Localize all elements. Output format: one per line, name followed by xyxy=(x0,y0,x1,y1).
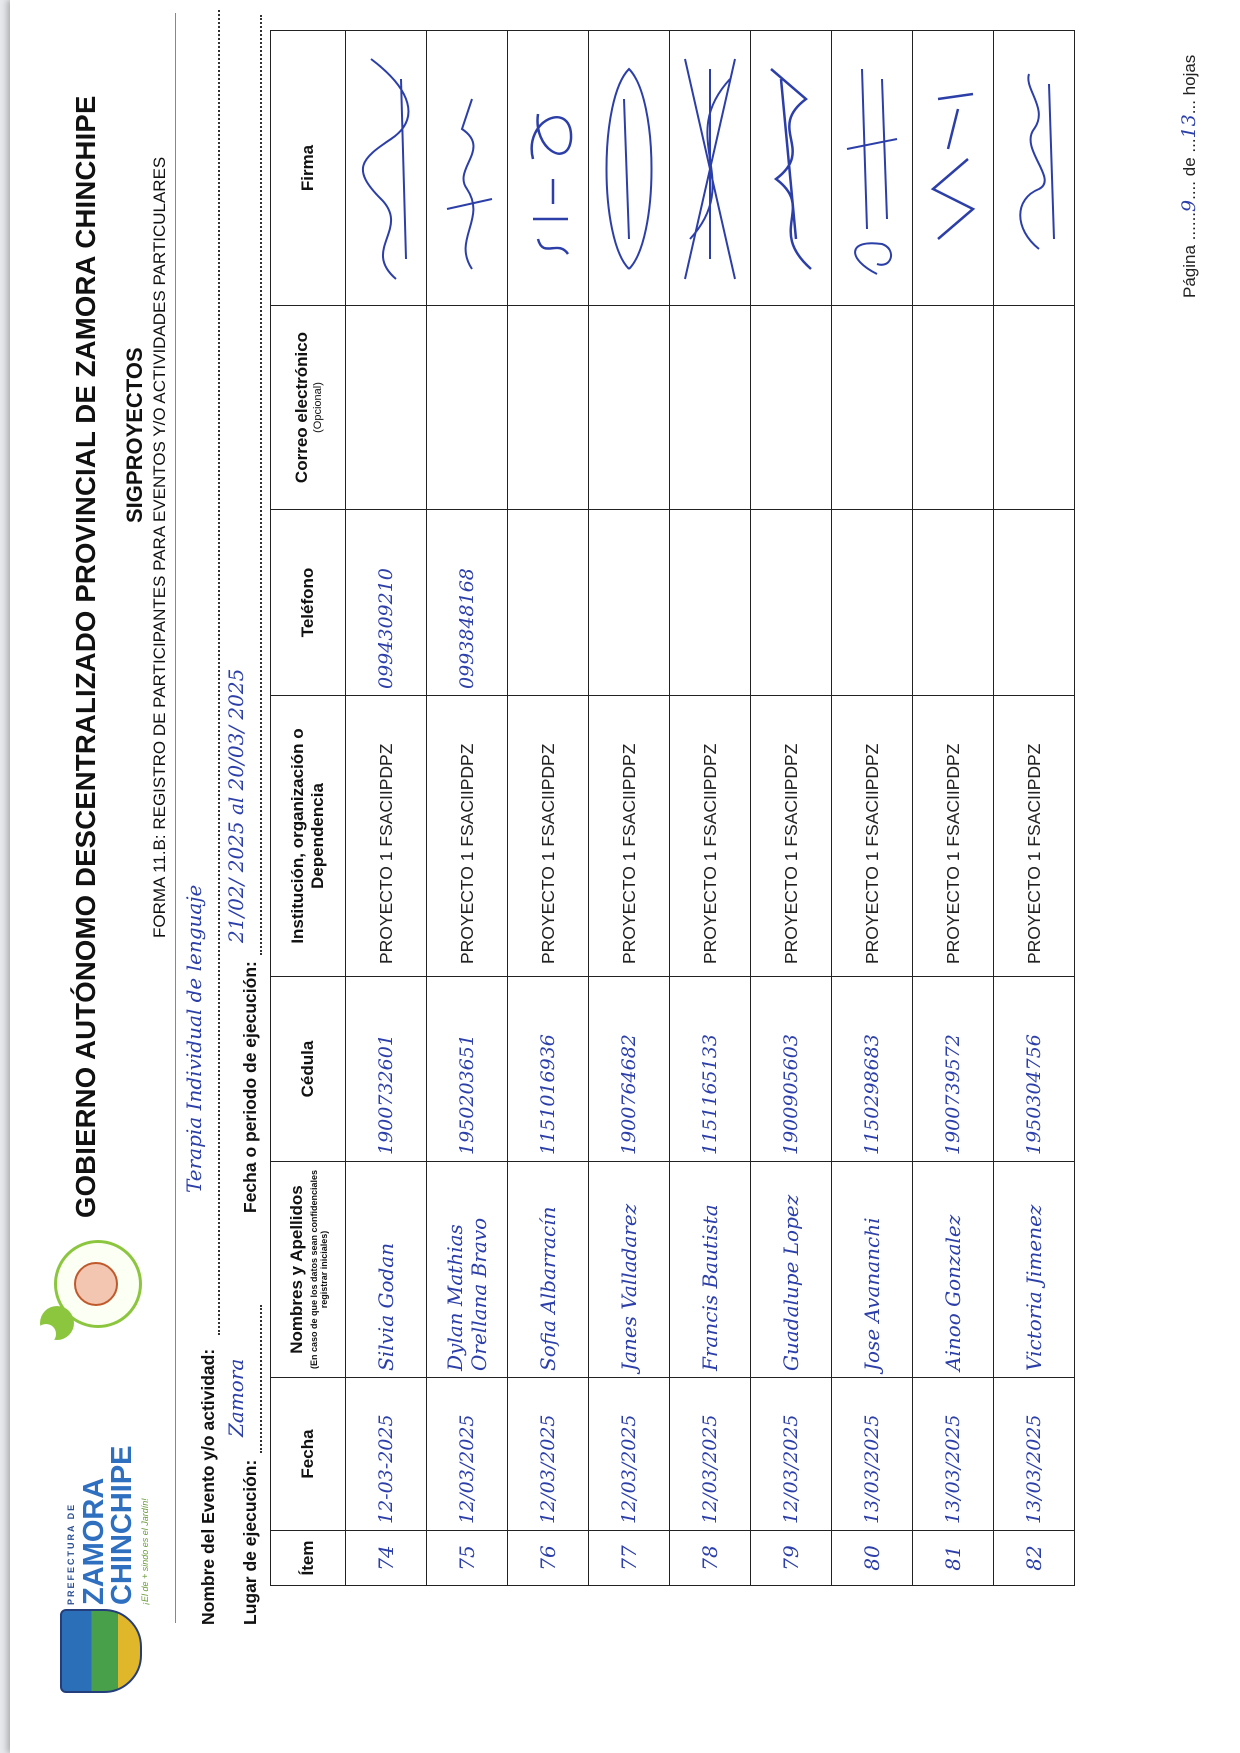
institucion-cell: PROYECTO 1 FSACIIPDPZ xyxy=(994,696,1075,977)
cedula-cell: 1900739572 xyxy=(913,977,994,1162)
page-number: 9 xyxy=(1178,199,1200,212)
fecha-cell: 12/03/2025 xyxy=(751,1378,832,1531)
firma-cell xyxy=(670,31,751,306)
correo-cell xyxy=(751,306,832,510)
correo-cell xyxy=(589,306,670,510)
item-cell: 76 xyxy=(508,1531,589,1586)
telefono-cell: 0994309210 xyxy=(346,510,427,696)
institucion-cell: PROYECTO 1 FSACIIPDPZ xyxy=(832,696,913,977)
correo-cell xyxy=(994,306,1075,510)
rotated-form xyxy=(10,0,1240,1753)
page-counter: Página ......9.... de ...13... hojas xyxy=(1178,54,1200,298)
correo-cell xyxy=(508,306,589,510)
institucion-cell: PROYECTO 1 FSACIIPDPZ xyxy=(751,696,832,977)
telefono-cell xyxy=(751,510,832,696)
signature-scribble xyxy=(513,39,583,299)
cedula-cell: 1950203651 xyxy=(427,977,508,1162)
correo-cell xyxy=(832,306,913,510)
nombre-cell: Dylan Mathias Orellana Bravo xyxy=(427,1162,508,1378)
table-row xyxy=(427,31,508,1586)
table-header-row xyxy=(271,31,346,1586)
institucion-cell: PROYECTO 1 FSACIIPDPZ xyxy=(589,696,670,977)
table-row xyxy=(994,31,1075,1586)
item-cell: 75 xyxy=(427,1531,508,1586)
fecha-cell: 12/03/2025 xyxy=(589,1378,670,1531)
cedula-cell: 1151165133 xyxy=(670,977,751,1162)
firma-cell xyxy=(751,31,832,306)
correo-cell xyxy=(346,306,427,510)
page-middle: de xyxy=(1180,157,1199,177)
header-cedula: Cédula xyxy=(271,977,346,1162)
signature-scribble xyxy=(675,39,745,299)
firma-cell xyxy=(589,31,670,306)
fecha-cell: 13/03/2025 xyxy=(832,1378,913,1531)
telefono-cell xyxy=(994,510,1075,696)
page-total: 13 xyxy=(1178,114,1200,139)
fecha-cell: 12/03/2025 xyxy=(427,1378,508,1531)
firma-cell xyxy=(346,31,427,306)
signature-scribble xyxy=(432,39,502,299)
nombre-cell: Janes Valladarez xyxy=(589,1162,670,1378)
table-row xyxy=(346,31,427,1586)
nombre-cell: Victoria Jimenez xyxy=(994,1162,1075,1378)
signature-scribble xyxy=(837,39,907,299)
table-row xyxy=(751,31,832,1586)
participants-table xyxy=(270,30,1075,1586)
institucion-cell: PROYECTO 1 FSACIIPDPZ xyxy=(670,696,751,977)
nombre-cell: Ainoo Gonzalez xyxy=(913,1162,994,1378)
prefectura-logo xyxy=(48,1445,152,1693)
signature-scribble xyxy=(999,39,1069,299)
coat-of-arms-icon xyxy=(60,1609,142,1693)
cedula-cell: 1900732601 xyxy=(346,977,427,1162)
table-row xyxy=(832,31,913,1586)
cedula-cell: 1150298683 xyxy=(832,977,913,1162)
project-emblem-icon xyxy=(50,1238,140,1328)
system-title: SIGPROYECTOS xyxy=(122,347,147,523)
header-item: Ítem xyxy=(271,1531,346,1586)
firma-cell xyxy=(913,31,994,306)
header-firma: Firma xyxy=(271,31,346,306)
cedula-cell: 1900764682 xyxy=(589,977,670,1162)
header-institucion: Institución, organización o Dependencia xyxy=(271,696,346,977)
fecha-cell: 12-03-2025 xyxy=(346,1378,427,1531)
telefono-cell: 0993848168 xyxy=(427,510,508,696)
event-value: Terapia Individual de lenguaje xyxy=(182,884,206,1193)
page-suffix: hojas xyxy=(1180,54,1199,96)
header-divider xyxy=(175,13,176,1623)
table-row xyxy=(913,31,994,1586)
signature-scribble xyxy=(594,39,664,299)
date-label: Fecha o periodo de ejecución: xyxy=(240,961,260,1213)
header-nombres: Nombres y Apellidos (En caso de que los datos sean confidenciales registrar iniciales) xyxy=(271,1162,346,1378)
header-fecha: Fecha xyxy=(271,1378,346,1531)
logo-brand-line2: ZAMORA xyxy=(78,1477,110,1605)
signature-scribble xyxy=(918,39,988,299)
logo-tagline: ¡El de + sindo es el Jardín! xyxy=(140,1498,150,1605)
item-cell: 80 xyxy=(832,1531,913,1586)
document-page xyxy=(10,0,1240,1753)
nombre-cell: Silvia Godan xyxy=(346,1162,427,1378)
signature-scribble xyxy=(351,39,421,299)
correo-cell xyxy=(913,306,994,510)
table-row xyxy=(589,31,670,1586)
fecha-cell: 13/03/2025 xyxy=(994,1378,1075,1531)
date-value: 21/02/ 2025 al 20/03/ 2025 xyxy=(224,668,248,943)
header-correo-note: (Opcional) xyxy=(312,382,324,433)
firma-cell xyxy=(508,31,589,306)
firma-cell xyxy=(427,31,508,306)
cedula-cell: 1950304756 xyxy=(994,977,1075,1162)
place-label: Lugar de ejecución: xyxy=(240,1459,260,1625)
institucion-cell: PROYECTO 1 FSACIIPDPZ xyxy=(346,696,427,977)
telefono-cell xyxy=(913,510,994,696)
page-prefix: Página xyxy=(1180,245,1199,298)
event-label: Nombre del Evento y/o actividad: xyxy=(198,1348,218,1625)
cedula-cell: 1151016936 xyxy=(508,977,589,1162)
item-cell: 82 xyxy=(994,1531,1075,1586)
table-row xyxy=(508,31,589,1586)
correo-cell xyxy=(427,306,508,510)
place-value: Zamora xyxy=(224,1358,248,1437)
table-body xyxy=(346,31,1075,1586)
item-cell: 77 xyxy=(589,1531,670,1586)
nombre-cell: Jose Avananchi xyxy=(832,1162,913,1378)
telefono-cell xyxy=(832,510,913,696)
cedula-cell: 1900905603 xyxy=(751,977,832,1162)
institucion-cell: PROYECTO 1 FSACIIPDPZ xyxy=(508,696,589,977)
item-cell: 74 xyxy=(346,1531,427,1586)
nombre-cell: Guadalupe Lopez xyxy=(751,1162,832,1378)
nombre-cell: Francis Bautista xyxy=(670,1162,751,1378)
logo-brand-line3: CHINCHIPE xyxy=(106,1445,138,1605)
telefono-cell xyxy=(589,510,670,696)
fecha-cell: 12/03/2025 xyxy=(508,1378,589,1531)
header-correo: Correo electrónico (Opcional) xyxy=(271,306,346,510)
signature-scribble xyxy=(756,39,826,299)
table-row xyxy=(670,31,751,1586)
firma-cell xyxy=(994,31,1075,306)
fecha-cell: 12/03/2025 xyxy=(670,1378,751,1531)
fecha-cell: 13/03/2025 xyxy=(913,1378,994,1531)
logo-brand-line1: PREFECTURA DE xyxy=(66,1502,76,1605)
institucion-cell: PROYECTO 1 FSACIIPDPZ xyxy=(427,696,508,977)
header-nombres-note: (En caso de que los datos sean confidenciales registrar iniciales) xyxy=(309,1169,329,1370)
item-cell: 78 xyxy=(670,1531,751,1586)
nombre-cell: Sofia Albarracín xyxy=(508,1162,589,1378)
item-cell: 81 xyxy=(913,1531,994,1586)
institucion-cell: PROYECTO 1 FSACIIPDPZ xyxy=(913,696,994,977)
correo-cell xyxy=(670,306,751,510)
header-telefono: Teléfono xyxy=(271,510,346,696)
institution-title: GOBIERNO AUTÓNOMO DESCENTRALIZADO PROVINCIAL DE ZAMORA CHINCHIPE xyxy=(70,95,101,1218)
firma-cell xyxy=(832,31,913,306)
form-title: FORMA 11.B: REGISTRO DE PARTICIPANTES PARA EVENTOS Y/O ACTIVIDADES PARTICULARES xyxy=(150,156,169,938)
item-cell: 79 xyxy=(751,1531,832,1586)
telefono-cell xyxy=(670,510,751,696)
telefono-cell xyxy=(508,510,589,696)
